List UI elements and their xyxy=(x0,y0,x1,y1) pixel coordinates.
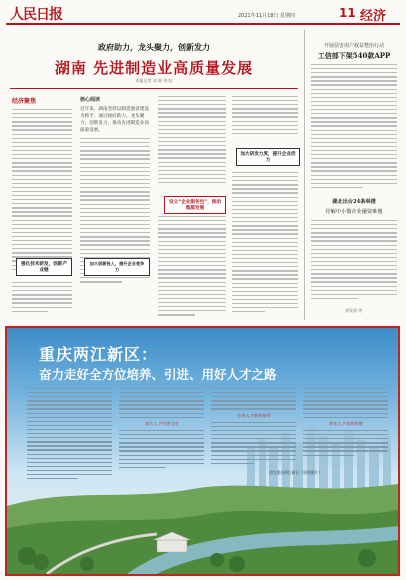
feature-subtitle: 奋力走好全方位培养、引进、用好人才之路 xyxy=(39,367,277,382)
article-column-3 xyxy=(158,96,226,186)
feature-section-head: 完善人才服务体系 xyxy=(236,412,271,418)
subhead-callout: 强化技术研发，创新产业链 xyxy=(16,258,72,276)
body-text xyxy=(232,96,298,134)
divider xyxy=(10,88,298,89)
body-text xyxy=(12,109,72,270)
article-column-3-cont xyxy=(158,216,226,318)
article-column-1 xyxy=(12,96,72,273)
subhead-callout: 加大创新投入，提升企业竞争力 xyxy=(84,258,150,276)
chongqing-feature xyxy=(5,326,400,576)
feature-column-3 xyxy=(211,388,296,467)
article-byline: 本报记者 刘 源 刘 陆 xyxy=(135,78,173,83)
feature-title: 重庆两江新区： xyxy=(39,345,159,364)
body-text xyxy=(119,388,204,418)
feature-column-4 xyxy=(303,388,388,459)
body-text xyxy=(211,422,296,464)
feature-section-head: 优化人才发展环境 xyxy=(328,420,363,426)
body-text xyxy=(311,220,397,299)
section-name: 经济 xyxy=(360,9,387,24)
newspaper-logo: 人民日报 xyxy=(10,7,62,23)
feature-column-1 xyxy=(27,388,112,482)
body-text xyxy=(303,430,388,456)
body-text xyxy=(303,388,388,418)
right-news-column xyxy=(304,30,401,320)
subhead-callout: 加大研发力度，提升企业活力 xyxy=(236,148,300,166)
body-text xyxy=(311,64,397,188)
column-subhead: 核心阅读 xyxy=(80,97,101,103)
hunan-article xyxy=(8,32,300,320)
right-article-1-body xyxy=(311,64,397,191)
body-text xyxy=(211,388,296,410)
subhead-callout: 设立“企业服务包”，推动集群发展 xyxy=(164,196,226,214)
right-article-1-headline: 工信部下架540款APP xyxy=(317,51,391,60)
body-text xyxy=(158,96,226,183)
article-kicker: 政府助力，龙头聚力，创新发力 xyxy=(98,42,210,52)
photo-caption: 图为重庆两江新区（资料照片） xyxy=(269,470,323,475)
right-article-1-kicker: 开展侵害用户权益整治行动 xyxy=(323,43,384,49)
issue-date: 2021年11月18日 星期四 xyxy=(238,13,296,19)
article-column-4 xyxy=(232,96,298,137)
feature-column-2 xyxy=(119,388,204,471)
right-article-byline: 刘发明 等 xyxy=(345,308,363,313)
right-article-2-body xyxy=(311,220,397,302)
body-text xyxy=(119,430,204,468)
body-text xyxy=(12,282,72,312)
body-text xyxy=(232,172,298,312)
article-column-1-cont xyxy=(12,282,72,315)
page-number: 11 xyxy=(339,6,356,20)
article-column-2 xyxy=(80,96,150,285)
lead-paragraph: 近年来，湖南坚持以制造强省建设为抓手，通过政府助力、龙头聚力、创新发力，推动先进制造业高质量发展。 xyxy=(80,107,149,133)
body-text xyxy=(158,216,226,316)
column-subhead: 经济聚焦 xyxy=(12,98,37,105)
right-article-2-subheadline: 纾解中小微企业融资难题 xyxy=(325,209,383,215)
body-text xyxy=(27,388,112,479)
article-column-4-cont xyxy=(232,172,298,315)
masthead xyxy=(6,3,400,25)
article-headline: 湖南 先进制造业高质量发展 xyxy=(54,59,254,77)
right-article-2-headline: 湖北出台24条举措 xyxy=(332,199,376,205)
feature-section-head: 加大人才引进力度 xyxy=(144,420,179,426)
